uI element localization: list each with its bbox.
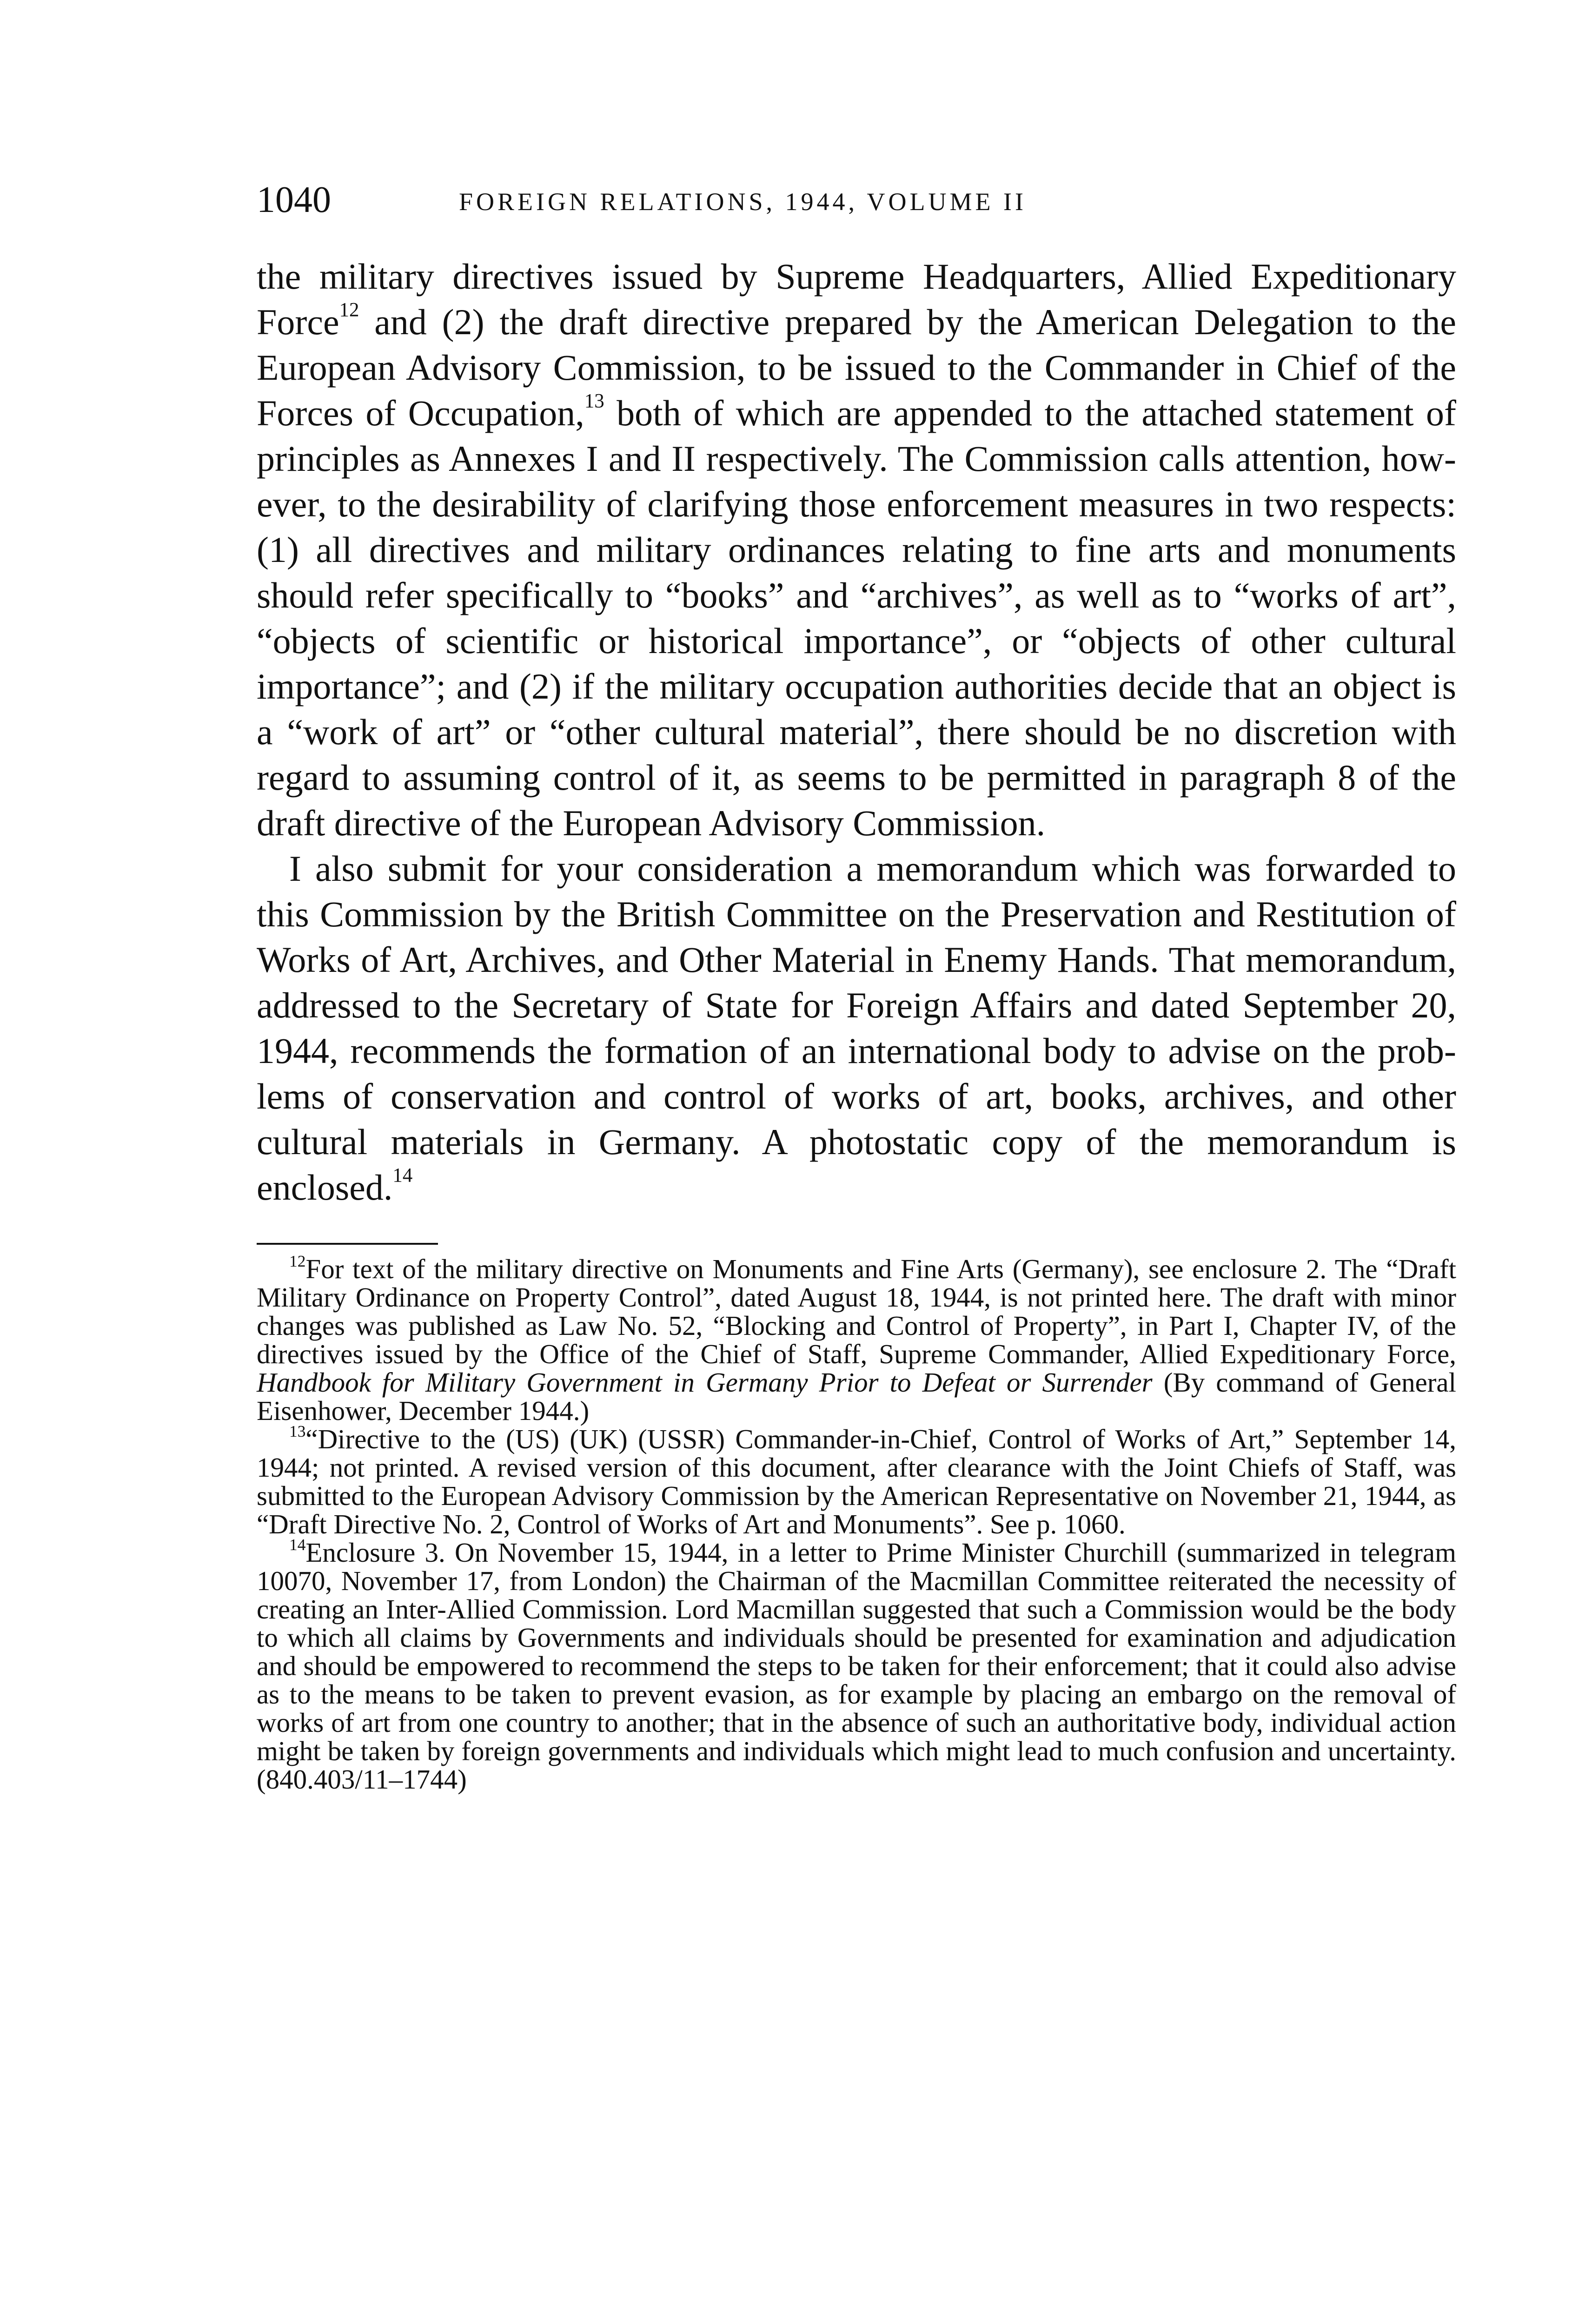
running-head: [257, 177, 1456, 228]
footnote-14-text: Enclosure 3. On November 15, 1944, in a letter to Prime Minister Churchill (summarized in telegram 10070, November 17, from London) the Chairman of the Macmillan Committee reiterated the necessity of creating an Inter-Allied Commission. Lord Macmillan suggested that such a Commission would be the body to which all claims by Governments and individuals should be presented for examination and adjudication and should be empowered to recommend the steps to be taken for their enforcement; that it could also advise as to the means to be taken to prevent evasion, as for example by placing an embargo on the removal of works of art from one country to another; that in the absence of such an authoritative body, individual action might be taken by foreign governments and individuals which might lead to much confusion and uncertainty. (840.403/11–1744): [257, 1537, 1456, 1795]
footnotes: [257, 1252, 1456, 1795]
running-title: FOREIGN RELATIONS, 1944, VOLUME II: [459, 188, 1027, 216]
footnote-12-number: 12: [289, 1252, 306, 1271]
footnote-12-text-b: (By command of General Eisenhower, December 1944.): [257, 1367, 1456, 1426]
footnote-13-number: 13: [289, 1422, 306, 1441]
footnote-14-number: 14: [289, 1535, 306, 1554]
footnote-ref-14: 14: [392, 1164, 413, 1187]
footnote-ref-12: 12: [339, 299, 359, 321]
footnote-12-text-a: For text of the military directive on Monuments and Fine Arts (Germany), see enclosure 2. The “Draft Military Ordinance on Property Control”, dated August 18, 1944, is not printed here. The draft with minor changes was published as Law No. 52, “Blocking and Control of Property”, in Part I, Chapter IV, of the directives issued by the Office of the Chief of Staff, Supreme Commander, Allied Expeditionary Force,: [257, 1254, 1456, 1369]
footnote-rule: [257, 1243, 438, 1245]
document-page: [257, 177, 1456, 1794]
body-paragraph-2-text: I also submit for your consideration a memorandum which was forwarded to this Commission by the British Committee on the Preservation and Restitution of Works of Art, Archives, and Other Material in Enemy Hands. That memorandum, addressed to the Secretary of State for Foreign Affairs and dated September 20, 1944, recommends the formation of an international body to advise on the problems of conservation and control of works of art, books, archives, and other cultural materials in Germany. A photostatic copy of the memorandum is enclosed.: [257, 848, 1456, 1208]
footnote-14: [257, 1535, 1456, 1795]
body-paragraph-2: [257, 846, 1456, 1210]
footnote-ref-13: 13: [584, 390, 604, 412]
body-text: [257, 254, 1456, 1210]
body-paragraph-1-text-c: both of which are appended to the attached statement of principles as Annexes I and II respectively. The Commission calls attention, however, to the desirability of clarifying those enforcement measures in two respects: (1) all directives and military ordinances relating to fine arts and monuments should refer specifically to “books” and “archives”, as well as to “works of art”, “objects of scientific or historical importance”, or “objects of other cultural importance”; and (2) if the military occupation authorities decide that an object is a “work of art” or “other cultural material”, there should be no discretion with regard to assuming control of it, as seems to be permitted in paragraph 8 of the draft directive of the European Advisory Commission.: [257, 393, 1456, 843]
footnote-13: [257, 1422, 1456, 1539]
footnote-12: [257, 1252, 1456, 1426]
page-number: 1040: [257, 179, 331, 220]
body-paragraph-1-text-b: and (2) the draft directive prepared by the American Delegation to the European Advisory Commission, to be issued to the Commander in Chief of the Forces of Occupation,: [257, 302, 1456, 433]
body-paragraph-1: [257, 254, 1456, 846]
footnote-13-text: “Directive to the (US) (UK) (USSR) Commander-in-Chief, Control of Works of Art,” September 14, 1944; not printed. A revised version of this document, after clearance with the Joint Chiefs of Staff, was submitted to the European Advisory Commission by the American Representative on November 21, 1944, as “Draft Directive No. 2, Control of Works of Art and Monuments”. See p. 1060.: [257, 1424, 1456, 1539]
footnote-12-italic-title: Handbook for Military Government in Germany Prior to Defeat or Surrender: [257, 1367, 1153, 1398]
body-paragraph-1-text-a: the military directives issued by Supreme Headquarters, Allied Expeditionary Force: [257, 256, 1456, 342]
